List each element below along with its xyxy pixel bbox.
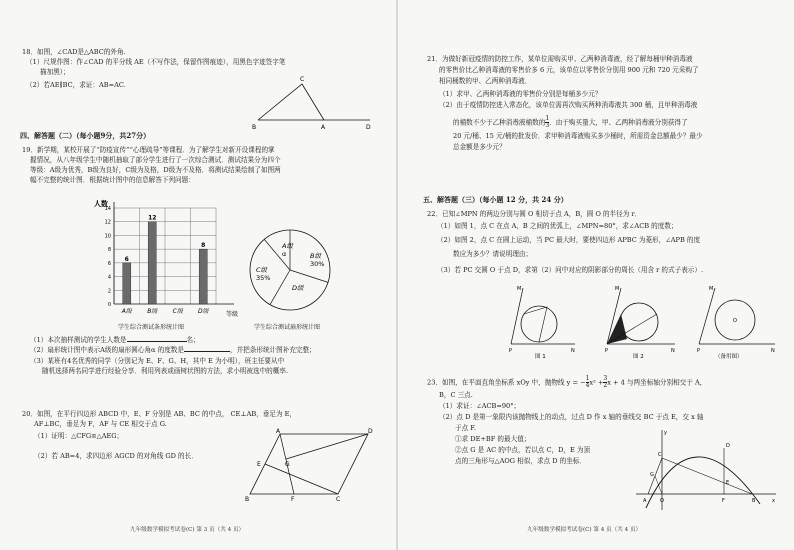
q18-line2: （1）尺规作图：作∠CAD 的平分线 AE（不写作法，保留作图痕迹），用黑色字迹签字笔 bbox=[26, 58, 286, 66]
q23-line3: （1）求证：∠ACB=90°； bbox=[439, 402, 521, 410]
q23-line4: （2）点 D 是第一象限内该抛物线上的动点，过点 D 作 x 轴的垂线交 BC 于点 E，交 x 轴 bbox=[439, 413, 704, 421]
q18-label-d: D bbox=[366, 124, 371, 131]
page-4-footer: 九年级数学模拟考试卷(C) 第 4 页（共 4 页） bbox=[527, 527, 642, 533]
q21-line4: （1）求甲、乙两种消毒液的零售价分别是每桶多少元？ bbox=[439, 90, 602, 98]
q23-line1-c: x + 4 与两坐标轴分别相交于 A， bbox=[607, 378, 707, 387]
pie-slice-value: 35% bbox=[256, 274, 271, 282]
bar-chart-caption: 学生综合测试条形统计图 bbox=[118, 324, 185, 331]
q20-label-f: F bbox=[291, 496, 295, 502]
q19-line2: 握情况，从八年级学生中随机抽取了部分学生进行了一次综合测试．测试结果分为四个 bbox=[30, 156, 281, 164]
pie-slice-label: B级 bbox=[310, 252, 321, 260]
q19-sub3: （3）某班有4名优秀的同学（分别记为 E、F、G、H，其中 E 为小明），班主任要从中 bbox=[30, 357, 285, 365]
q22-line2: （1）如图 1，点 C 在点 A，B 之间的优弧上，∠MPN=80°，求∠ACB 的度数； bbox=[437, 222, 678, 230]
svg-text:B: B bbox=[752, 498, 756, 504]
q21-frac-num: 1 bbox=[545, 115, 550, 122]
pie-slice-label: C级 bbox=[256, 266, 268, 274]
bar-y-tick: 2 bbox=[107, 288, 111, 295]
q18-line3: 描加黑）； bbox=[40, 68, 70, 76]
q20-line2: AF⊥BC，垂足为 F，AF 与 CE 相交于点 G. bbox=[34, 420, 167, 428]
q18-label-c: C bbox=[300, 76, 305, 83]
bar-value-label: 8 bbox=[201, 242, 206, 250]
q20-label-c: C bbox=[336, 496, 341, 502]
svg-text:N: N bbox=[671, 348, 675, 354]
pie-slice-value: α bbox=[282, 250, 287, 258]
bar-value-label: 12 bbox=[148, 214, 157, 222]
q23-line1 bbox=[427, 376, 706, 389]
q23-line8: 点的三角形与△AOG 相似，求点 D 的坐标． bbox=[455, 457, 586, 465]
q22-fig3-caption: （备用图） bbox=[715, 354, 743, 360]
svg-text:D: D bbox=[726, 443, 730, 449]
section-5-heading: 五、解答题（三）（每小题 12 分，共 24 分） bbox=[423, 195, 568, 204]
q18-label-a: A bbox=[321, 124, 326, 131]
svg-text:N: N bbox=[771, 348, 775, 354]
bar-3 bbox=[199, 249, 207, 304]
q19-sub2 bbox=[30, 346, 316, 354]
bar-0 bbox=[123, 263, 131, 304]
svg-text:M: M bbox=[709, 286, 714, 292]
svg-text:A: A bbox=[643, 498, 647, 504]
svg-text:y: y bbox=[664, 430, 667, 436]
bar-y-tick: 14 bbox=[104, 206, 111, 212]
svg-text:P: P bbox=[697, 348, 701, 354]
q21-line6 bbox=[453, 116, 688, 129]
q18-label-b: B bbox=[252, 124, 257, 131]
q19-sub3b: 随机选择两名同学进行经验分享．利用列表或画树状图的方法，求小明被选中的概率. bbox=[42, 367, 289, 375]
q20-label-a: A bbox=[276, 428, 281, 435]
q23-line7: ②点 G 是 AC 的中点，若以点 C，D，E 为顶 bbox=[455, 446, 591, 454]
svg-text:P: P bbox=[509, 348, 513, 354]
bar-x-label: 等级 bbox=[226, 311, 239, 318]
q22-fig1-caption: 图 1 bbox=[535, 354, 546, 360]
q19-sub1-end: 名； bbox=[186, 336, 200, 344]
bar-y-tick: 12 bbox=[104, 219, 111, 226]
q22-line4: 数应为多少？请说明理由； bbox=[453, 250, 533, 258]
svg-text:O: O bbox=[733, 318, 737, 324]
section-4-heading: 四、解答题（二）（每小题9分，共27分） bbox=[20, 131, 151, 140]
q20-label-d: D bbox=[368, 428, 373, 435]
q23-frac2-num: 3 bbox=[603, 375, 608, 382]
q23-frac1-num: 1 bbox=[585, 375, 590, 382]
bar-y-tick: 10 bbox=[104, 233, 111, 240]
q22-figure-3 bbox=[697, 286, 775, 360]
q18-line4: （2）若AE∥BC，求证：AB=AC. bbox=[26, 81, 126, 89]
q23-line5: 于点 F. bbox=[455, 424, 476, 432]
q19-sub1-text: （1）本次抽样测试的学生人数是 bbox=[30, 336, 127, 344]
q18-line1: 18．如图，∠CAD是△ABC的外角. bbox=[22, 48, 126, 56]
q22-fig2-caption: 图 2 bbox=[633, 354, 644, 360]
q21-line6-b: ．由于购买量大，甲、乙两种消毒液分别获得了 bbox=[549, 118, 688, 127]
q23-parabola-figure bbox=[632, 428, 782, 514]
bar-chart bbox=[90, 196, 250, 321]
q21-line3: 相同桶数的甲、乙两种消毒液． bbox=[439, 77, 532, 85]
bar-1 bbox=[148, 222, 156, 304]
page-4 bbox=[397, 0, 794, 550]
q20-line3: （1）证明：△CFG≌△AEG； bbox=[34, 432, 124, 440]
q22-line5: （3）若 PC 交圆 O 于点 D，求第（2）问中对应的阴影部分的周长（用含 r 的式子表示）. bbox=[437, 266, 704, 274]
q22-line3: （2）如图 2，点 C 在圆上运动，当 PC 最大时，要使四边形 APBC 为菱形，∠APB 的度 bbox=[437, 236, 701, 244]
bar-y-tick: 8 bbox=[107, 247, 111, 254]
q23-frac2-den: 2 bbox=[603, 382, 608, 389]
bar-category-label: C级 bbox=[172, 308, 183, 315]
svg-text:P: P bbox=[605, 348, 609, 354]
q20-line1: 20．如图，在平行四边形 ABCD 中，E、F 分别是 AB、BC 的中点， CE⊥AB，垂足为 E， bbox=[22, 410, 297, 418]
bar-category-label: A级 bbox=[121, 308, 132, 315]
svg-text:F: F bbox=[722, 498, 725, 504]
q18-triangle-figure bbox=[250, 72, 380, 134]
q21-frac-den: 3 bbox=[545, 122, 550, 129]
q19-line4: 幅不完整的统计图．根据统计图中的信息解答下列问题： bbox=[30, 176, 195, 184]
q20-parallelogram-figure bbox=[240, 428, 380, 502]
q19-sub1 bbox=[30, 336, 200, 344]
svg-text:N: N bbox=[571, 348, 575, 354]
q23-frac1-den: 4 bbox=[585, 382, 590, 389]
q23-line1-a: 23．如图，在平面直角坐标系 xOy 中，抛物线 y = − bbox=[427, 378, 586, 387]
q20-label-b: B bbox=[245, 496, 250, 502]
q19-sub2-blank bbox=[184, 351, 230, 352]
q22-figure-2 bbox=[605, 286, 675, 360]
bar-y-tick: 6 bbox=[107, 260, 111, 267]
pie-chart-caption: 学生综合测试扇形统计图 bbox=[254, 324, 321, 331]
svg-text:C: C bbox=[658, 452, 662, 458]
bar-category-label: D级 bbox=[197, 308, 209, 315]
svg-text:M: M bbox=[517, 286, 522, 292]
bar-value-label: 6 bbox=[124, 255, 129, 263]
q21-line6-a: 的桶数不少于乙种消毒液桶数的 bbox=[453, 118, 546, 127]
bar-y-tick: 4 bbox=[107, 274, 111, 281]
q21-line2: 的零售价比乙种消毒液的零售价多 6 元，该单位以零售价分别用 900 元和 720 元采购了 bbox=[439, 66, 699, 74]
q21-line5: （2）由于疫情防控进入常态化，该单位需再次购买两种消毒液共 300 桶，且甲种消毒液 bbox=[439, 101, 698, 109]
q21-line7: 20 元/桶、15 元/桶的批发价．求甲种消毒液购买多少桶时，所需资金总额最少？最少 bbox=[453, 132, 703, 140]
page-3-footer: 九年级数学模拟考试卷(C) 第 3 页（共 4 页） bbox=[130, 527, 245, 533]
svg-text:G: G bbox=[650, 472, 654, 478]
q20-line4: （2）若 AB=4，求四边形 AGCD 的对角线 GD 的长． bbox=[34, 452, 198, 460]
q19-line3: 等级：A级为优秀，B级为良好，C级为及格，D级为不及格．将测试结果绘制了如图两 bbox=[30, 166, 281, 174]
q22-line1: 22．已知∠MPN 的两边分别与圆 O 相切于点 A，B，圆 O 的半径为 r． bbox=[427, 210, 642, 218]
svg-text:x: x bbox=[772, 498, 775, 504]
q22-figures bbox=[507, 284, 787, 362]
q19-line1: 19．新学期，某校开展了“防疫宣传”“心理疏导”等课程．为了解学生对新开设课程的掌 bbox=[22, 146, 275, 154]
q20-label-g: G bbox=[285, 461, 290, 468]
q19-sub2-text: （2）扇形统计图中表示A级的扇形圆心角α 的度数是 bbox=[30, 346, 184, 354]
bar-y-label: 人数 bbox=[94, 200, 108, 208]
q22-figure-1 bbox=[509, 286, 575, 360]
pie-slice-edge bbox=[270, 270, 290, 305]
bar-category-label: B级 bbox=[147, 308, 158, 315]
q21-line1: 21．为做好新冠疫情的防控工作，某单位需购买甲、乙两种消毒液，经了解每桶甲种消毒液 bbox=[427, 55, 693, 63]
pie-slice-label: D级 bbox=[292, 284, 304, 292]
pie-slice-label: A级 bbox=[282, 242, 293, 250]
svg-text:E: E bbox=[726, 480, 730, 486]
svg-text:O: O bbox=[660, 498, 664, 504]
q20-label-e: E bbox=[257, 461, 261, 468]
bar-y-tick: 0 bbox=[107, 302, 111, 308]
q23-line6: ①求 DE+BF 的最大值； bbox=[455, 435, 531, 443]
q19-sub1-blank bbox=[127, 341, 187, 342]
pie-chart bbox=[235, 222, 345, 322]
svg-text:M: M bbox=[615, 286, 620, 292]
q23-line2: B，C 三点. bbox=[439, 391, 473, 399]
pie-slice-edge bbox=[290, 270, 328, 282]
q19-sub2-end: ，并把条形统计图补充完整； bbox=[229, 346, 316, 354]
pie-slice-value: 30% bbox=[310, 260, 325, 268]
q21-line8: 总金额是多少元？ bbox=[453, 143, 506, 151]
q23-line1-b: x² + bbox=[589, 378, 604, 387]
